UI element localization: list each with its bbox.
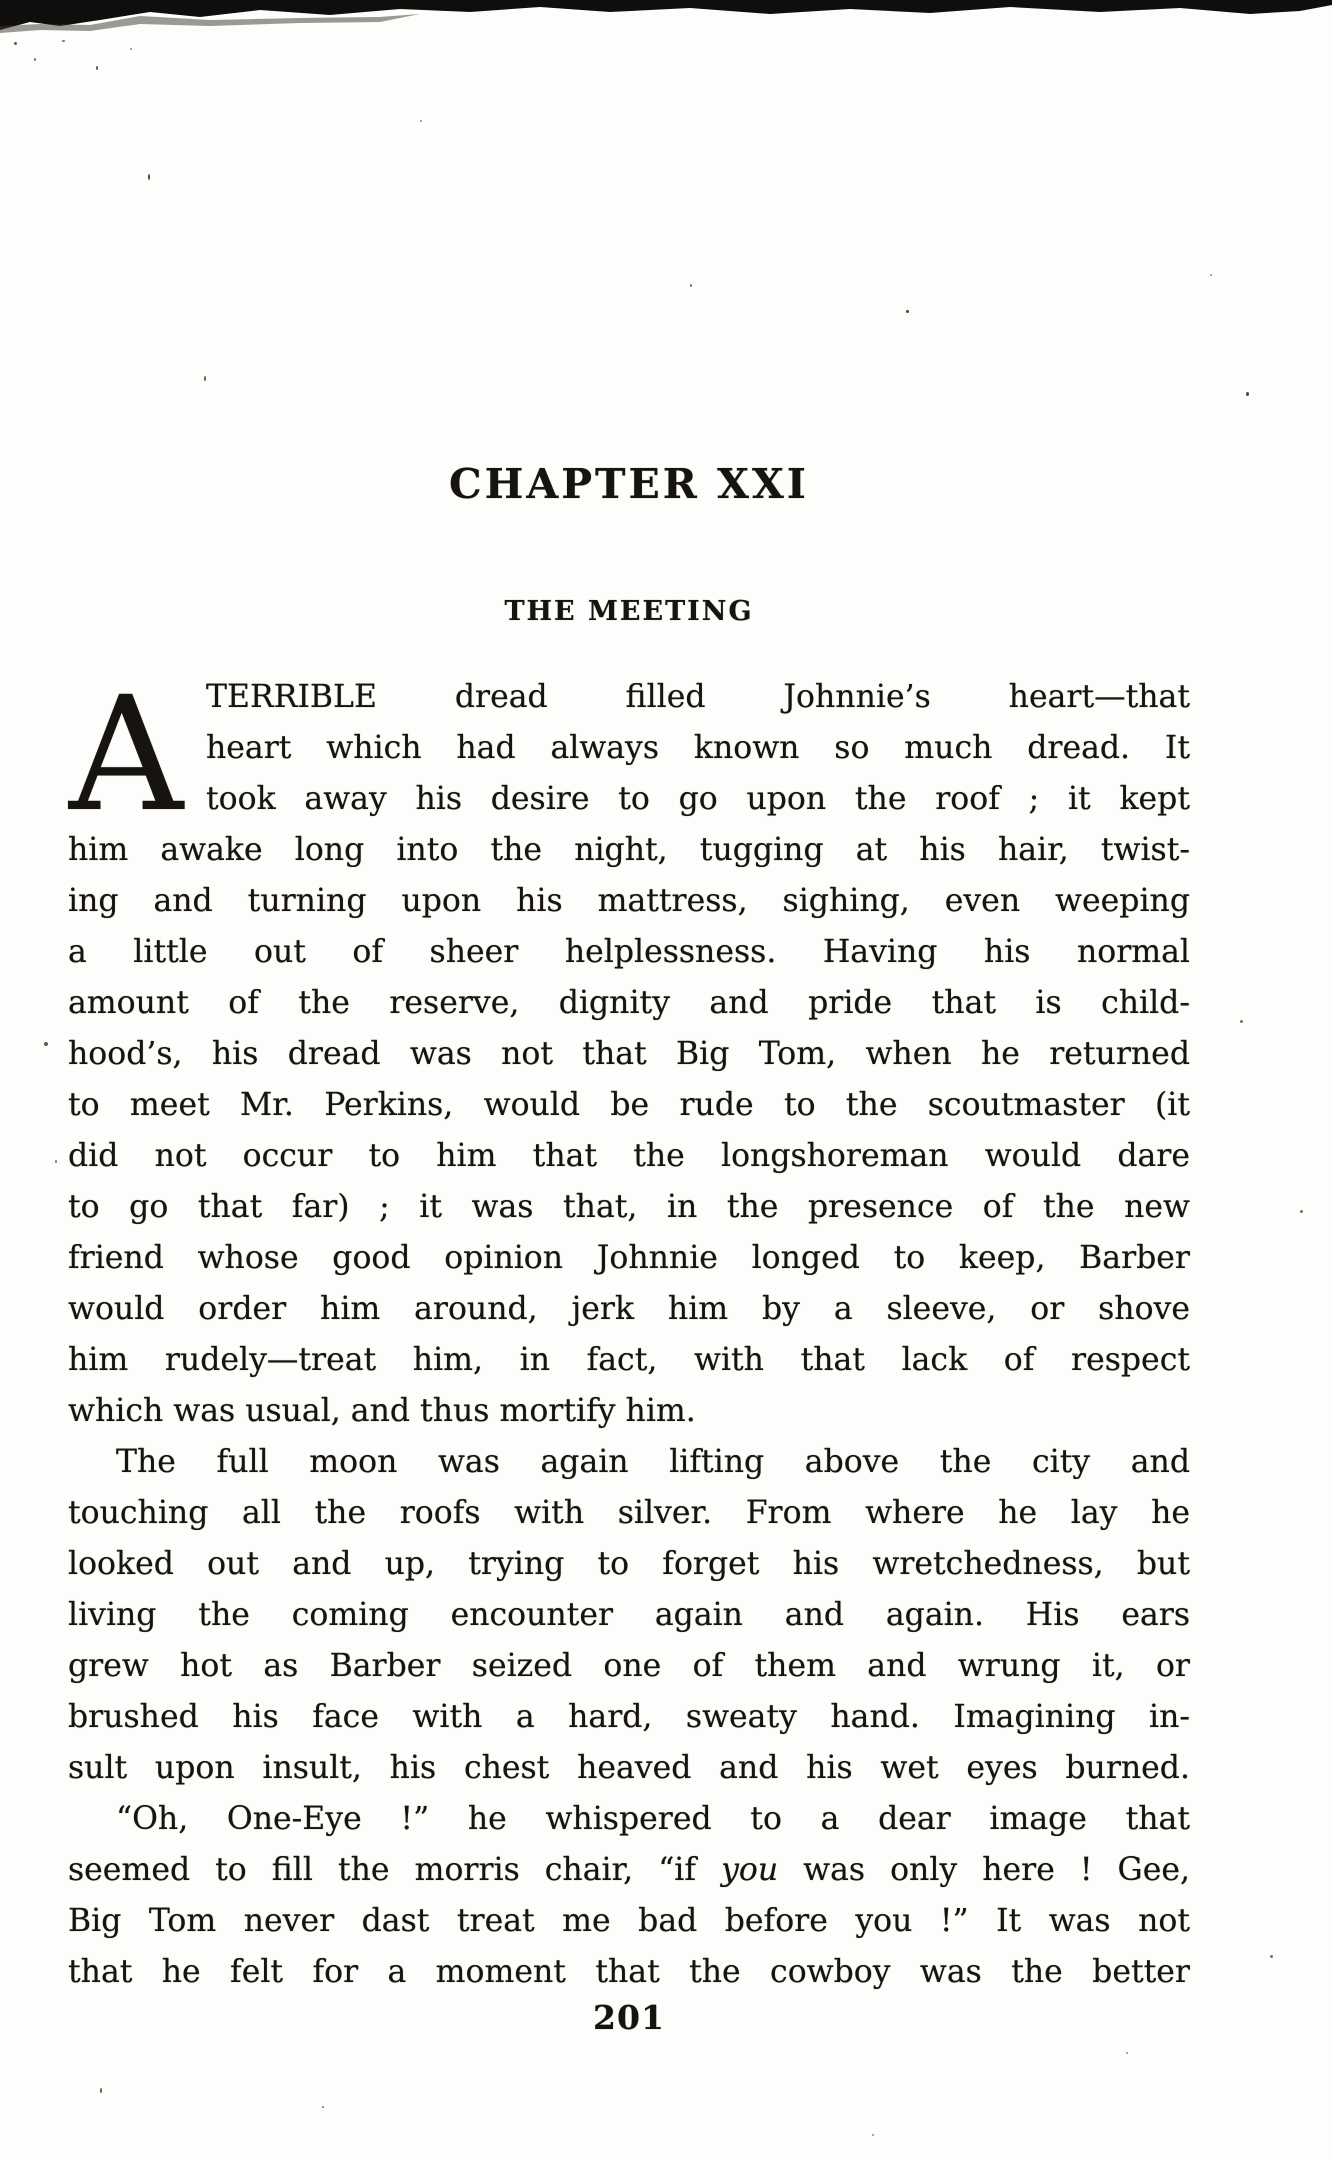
scan-speck — [1300, 1210, 1303, 1213]
text-line: amount of the reserve, dignity and pride that is child- — [68, 985, 1190, 1021]
text-line: living the coming encounter again and again. His ears — [68, 1597, 1190, 1633]
text-line: The full moon was again lifting above the city and — [116, 1444, 1190, 1480]
scan-speck — [322, 2106, 324, 2108]
paragraph-1 — [68, 663, 1190, 1437]
scan-speck — [1240, 1020, 1243, 1023]
text-line: him awake long into the night, tugging at his hair, twist- — [68, 832, 1190, 868]
drop-cap-letter: A — [68, 663, 184, 847]
paragraph-2 — [68, 1437, 1190, 1794]
chapter-title: CHAPTER XXI — [449, 460, 809, 508]
scan-speck — [130, 48, 132, 50]
text-line: which was usual, and thus mortify him. — [68, 1393, 696, 1429]
scan-speck — [872, 2134, 874, 2136]
scan-speck — [148, 174, 150, 180]
page-number: 201 — [593, 1998, 665, 2037]
text-line: heart which had always known so much dread. It — [206, 730, 1190, 766]
scan-speck — [96, 66, 98, 70]
text-line: TERRIBLE dread filled Johnnie’s heart—that — [206, 679, 1190, 715]
scan-speck — [1210, 274, 1212, 276]
text-line: took away his desire to go upon the roof ; it kept — [206, 781, 1190, 817]
scan-speck — [14, 42, 17, 45]
scan-speck — [55, 1160, 57, 1163]
text-line: looked out and up, trying to forget his wretchedness, but — [68, 1546, 1190, 1582]
text-line: grew hot as Barber seized one of them and wrung it, or — [68, 1648, 1190, 1684]
text-line: brushed his face with a hard, sweaty hand. Imagining in- — [68, 1699, 1190, 1735]
scan-speck — [906, 310, 909, 313]
text-line: seemed to fill the morris chair, “if you was only here ! Gee, — [68, 1852, 1190, 1888]
scan-speck — [1246, 392, 1249, 396]
text-line: would order him around, jerk him by a sleeve, or shove — [68, 1291, 1190, 1327]
scan-speck — [62, 40, 65, 42]
text-line: him rudely—treat him, in fact, with that lack of respect — [68, 1342, 1190, 1378]
scan-speck — [1270, 1955, 1273, 1958]
scan-speck — [100, 2088, 102, 2093]
section-title: THE MEETING — [504, 596, 754, 627]
text-line: Big Tom never dast treat me bad before you !” It was not — [68, 1903, 1190, 1939]
text-line: that he felt for a moment that the cowboy was the better — [68, 1954, 1190, 1990]
text-line: did not occur to him that the longshoreman would dare — [68, 1138, 1190, 1174]
scan-speck — [34, 58, 36, 61]
text-line: ing and turning upon his mattress, sighing, even weeping — [68, 883, 1190, 919]
paragraph-3 — [68, 1794, 1190, 1998]
text-line: hood’s, his dread was not that Big Tom, when he returned — [68, 1036, 1190, 1072]
text-line: to go that far) ; it was that, in the presence of the new — [68, 1189, 1190, 1225]
scan-speck — [1126, 2052, 1128, 2054]
scan-speck — [420, 120, 422, 122]
scan-speck — [204, 376, 206, 381]
scan-artifact-top-edge — [0, 0, 1332, 34]
text-line: friend whose good opinion Johnnie longed to keep, Barber — [68, 1240, 1190, 1276]
scan-speck — [690, 284, 692, 287]
text-line: to meet Mr. Perkins, would be rude to the scoutmaster (it — [68, 1087, 1190, 1123]
text-line: a little out of sheer helplessness. Having his normal — [68, 934, 1190, 970]
text-column — [68, 663, 1190, 1998]
text-line: sult upon insult, his chest heaved and his wet eyes burned. — [68, 1750, 1190, 1786]
text-line: “Oh, One-Eye !” he whispered to a dear image that — [116, 1801, 1190, 1837]
text-line: touching all the roofs with silver. From where he lay he — [68, 1495, 1190, 1531]
scan-speck — [44, 1042, 48, 1046]
